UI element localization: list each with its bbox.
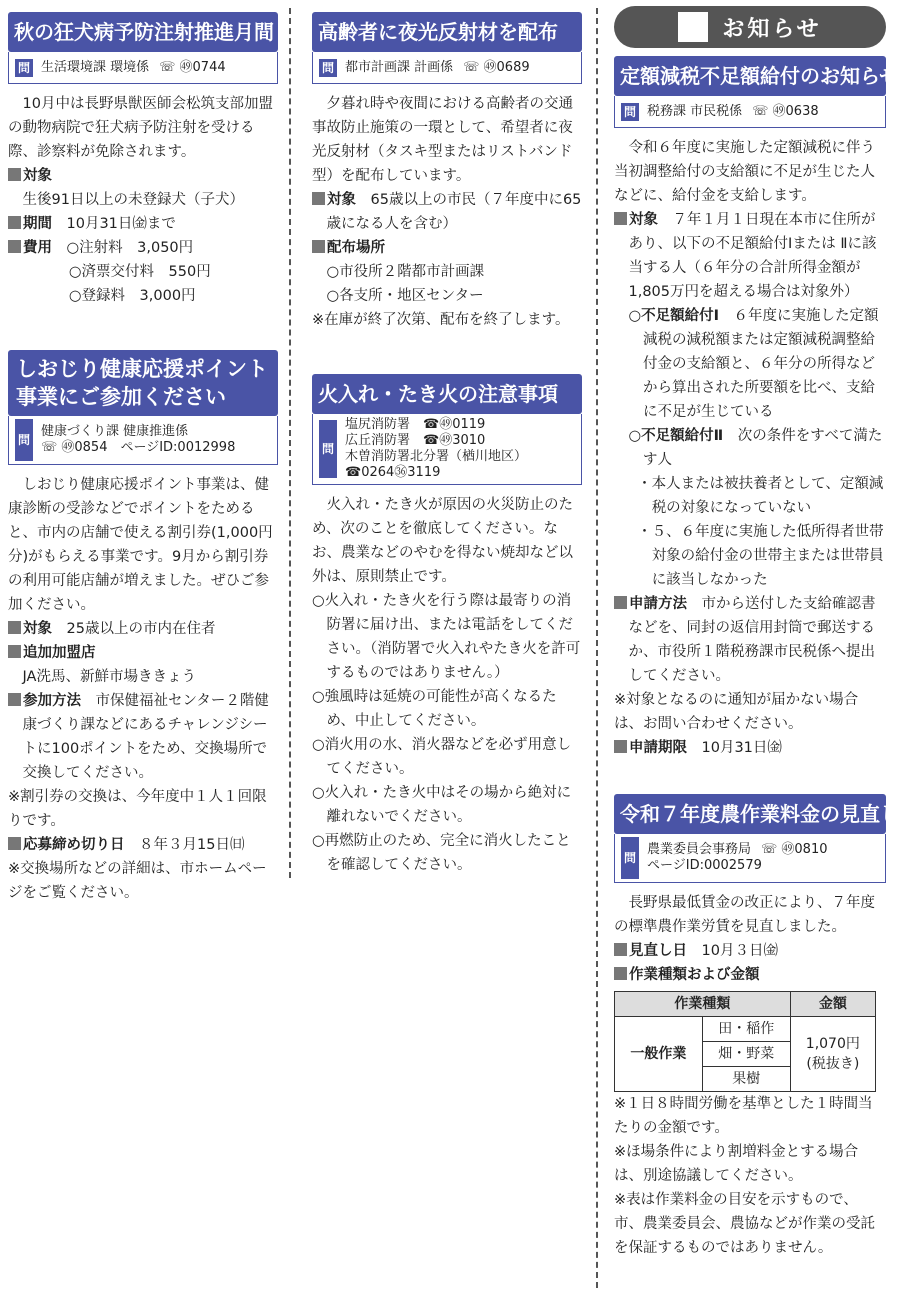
inquiry-icon: 問 [15,419,33,461]
note: ※交換場所などの詳細は、市ホームページをご覧ください。 [8,861,267,901]
label: 作業種類および金額 [629,967,760,983]
article-title: 令和７年度農作業料金の見直し [614,794,886,834]
table-cell: 一般作業 [615,1017,703,1092]
phone: ☏ ㊾0638 [752,103,819,119]
page-id: ページID:0002579 [647,858,762,873]
article-body [614,891,886,1260]
table-cell: 畑・野菜 [702,1042,790,1067]
label: 対象 [23,168,52,184]
square-bullet-icon [312,240,325,253]
contact-box [312,414,582,485]
label: 追加加盟店 [23,645,96,661]
square-bullet-icon [8,693,21,706]
phone: ☏ ㊾0854 ページID:0012998 [41,440,236,455]
contact-box [8,416,278,465]
phone: ☎0264㊱3119 [345,465,441,480]
value: 10月３日㈮ [701,943,778,959]
note: ※表は作業料金の目安を示すもので、市、農業委員会、農協などが作業の受託を保証するものではありません。 [614,1192,875,1256]
note: ※割引券の交換は、今年度中１人１回限りです。 [8,789,267,829]
list-item: ・５、６年度に実施した低所得者世帯対象の給付金の世帯主または世帯員に該当しなかった [637,524,884,588]
phone: 塩尻消防署 ☎㊾0119 [345,417,486,432]
fee-item: ○登録料 3,000円 [68,288,196,304]
paragraph: 10月中は長野県獣医師会松筑支部加盟の動物病院で狂犬病予防注射を受ける際、診察料が免除されます。 [8,96,273,160]
label: 配布場所 [327,240,385,256]
article-body [8,92,278,308]
table-cell: 田・稲作 [702,1017,790,1042]
paragraph: 火入れ・たき火が原因の火災防止のため、次のことを徹底してください。なお、農業などのやむを得ない焼却など以外は、原則禁止です。 [312,497,573,585]
inquiry-icon: 問 [15,59,33,77]
label: 対象 [327,192,356,208]
label: 申請期限 [629,740,687,756]
value: 65歳以上の市民（７年度中に65歳になる人を含む） [326,192,582,232]
square-bullet-icon [614,596,627,609]
price: 1,070円 [805,1036,860,1052]
list-item: ○再燃防止のため、完全に消火したことを確認してください。 [312,833,571,873]
fee-table [614,991,876,1092]
article-farm-fees [614,794,900,1260]
value: ○市役所２階都市計画課 [326,264,485,280]
banner-title: お知らせ [722,16,822,42]
value: 10月31日㈮ [701,740,782,756]
value: ○各支所・地区センター [326,288,484,304]
fee-item: ○注射料 3,050円 [66,240,194,256]
label: 費用 [23,240,52,256]
contact-box [614,834,886,883]
square-bullet-icon [8,621,21,634]
value: ６年度に実施した定額減税の減税額または定額減税調整給付金の支給額と、６年分の所得などから算出された所要額を比べ、支給に不足が生じている [643,308,879,420]
article-rabies [8,12,278,308]
label: 期間 [23,216,52,232]
square-bullet-icon [8,240,21,253]
dept-name: 生活環境課 環境係 [41,59,150,75]
notice-banner [614,6,886,48]
inquiry-icon: 問 [621,103,639,121]
article-body [312,493,582,877]
article-body [8,473,278,905]
label: ○不足額給付Ⅰ [628,308,720,324]
value: ８年３月15日㈰ [139,837,245,853]
inquiry-icon: 問 [319,59,337,77]
article-title: 高齢者に夜光反射材を配布 [312,12,582,52]
dept-name: 都市計画課 計画係 [345,59,454,75]
value: 生後91日以上の未登録犬（子犬） [22,192,244,208]
column-middle [312,0,582,877]
table-header: 作業種類 [615,992,791,1017]
note: ※在庫が終了次第、配布を終了します。 [312,312,570,328]
square-bullet-icon [312,192,325,205]
value: 25歳以上の市内在住者 [66,621,216,637]
paragraph: 令和６年度に実施した定額減税に伴う当初調整給付の支給額に不足が生じた人などに、給付金を支給します。 [614,140,875,204]
phone: ☏ ㊾0744 [159,59,226,75]
price-note: (税抜き) [806,1056,860,1072]
dept-name: 農業委員会事務局 [647,842,752,857]
dept-name: 健康づくり課 健康推進係 [41,424,189,439]
contact-box [8,52,278,84]
column-left [8,0,278,905]
square-bullet-icon [8,216,21,229]
table-cell: 果樹 [702,1067,790,1092]
table-header: 金額 [790,992,875,1017]
article-health-points [8,350,278,905]
label: 対象 [629,212,658,228]
column-divider [596,8,598,1288]
list-item: ○消火用の水、消火器などを必ず用意してください。 [312,737,572,777]
contact-box [312,52,582,84]
label: 応募締め切り日 [23,837,125,853]
dept-name: 税務課 市民税係 [647,103,743,119]
phone: ☏ ㊾0689 [463,59,530,75]
article-title: 秋の狂犬病予防注射推進月間 [8,12,278,52]
square-bullet-icon [8,837,21,850]
phone: 木曽消防署北分署（楢川地区） [345,449,528,464]
square-bullet-icon [614,740,627,753]
value: 市から送付した支給確認書などを、同封の返信用封筒で郵送するか、市役所１階税務課市民税係へ提出してください。 [628,596,876,684]
label: 参加方法 [23,693,81,709]
article-body [614,136,886,760]
value: 市保健福祉センター２階健康づくり課などにあるチャレンジシートに100ポイントをため、交換場所で交換してください。 [22,693,269,781]
label: ○不足額給付Ⅱ [628,428,724,444]
note: ※対象となるのに通知が届かない場合は、お問い合わせください。 [614,692,859,732]
list-item: ・本人または被扶養者として、定額減税の対象になっていない [637,476,884,516]
value: JA洗馬、新鮮市場ききょう [22,669,196,685]
square-bullet-icon [614,967,627,980]
list-item: ○強風時は延焼の可能性が高くなるため、中止してください。 [312,689,557,729]
paragraph: しおじり健康応援ポイント事業は、健康診断の受診などでポイントをためると、市内の店舗で使える割引券(1,000円分)がもらえる事業です。9月から割引券の利用可能店舗が増えました。ぜひご参加ください。 [8,477,273,613]
list-item: ○火入れ・たき火中はその場から絶対に離れないでください。 [312,785,572,825]
square-bullet-icon [614,943,627,956]
fee-item: ○済票交付料 550円 [68,264,211,280]
list-item: ○火入れ・たき火を行う際は最寄りの消防署に届け出、または電話をしてください。（消防署で火入れやたき火を許可するものではありません。） [312,593,581,681]
note: ※ほ場条件により割増料金とする場合は、別途協議してください。 [614,1144,859,1184]
label: 申請方法 [629,596,687,612]
notice-box-icon [678,12,708,42]
paragraph: 長野県最低賃金の改正により、７年度の標準農作業労賃を見直しました。 [614,895,875,935]
paragraph: 夕暮れ時や夜間における高齢者の交通事故防止施策の一環として、希望者に夜光反射材（タスキ型またはリストバンド型）を配布しています。 [312,96,573,184]
inquiry-icon: 問 [319,420,337,478]
article-body [312,92,582,332]
contact-box [614,96,886,128]
label: 対象 [23,621,52,637]
article-title: しおじり健康応援ポイント事業にご参加ください [8,350,278,416]
value: 次の条件をすべて満たす人 [643,428,883,468]
note: ※１日８時間労働を基準とした１時間当たりの金額です。 [614,1096,873,1136]
article-reflectors [312,12,582,332]
inquiry-icon: 問 [621,837,639,879]
value: 10月31日㈮まで [66,216,176,232]
label: 見直し日 [629,943,687,959]
square-bullet-icon [8,645,21,658]
article-bonfire [312,374,582,877]
phone: 広丘消防署 ☎㊾3010 [345,433,486,448]
phone: ☏ ㊾0810 [761,842,828,857]
square-bullet-icon [8,168,21,181]
article-title: 定額減税不足額給付のお知らせ [614,56,886,96]
column-right [614,0,900,1260]
article-title: 火入れ・たき火の注意事項 [312,374,582,414]
value: ７年１月１日現在本市に住所があり、以下の不足額給付Ⅰまたは Ⅱに該当する人（６年分の合計所得金額が1,805万円を超える場合は対象外） [628,212,877,300]
square-bullet-icon [614,212,627,225]
column-divider [289,8,291,878]
article-tax-benefit [614,56,900,760]
